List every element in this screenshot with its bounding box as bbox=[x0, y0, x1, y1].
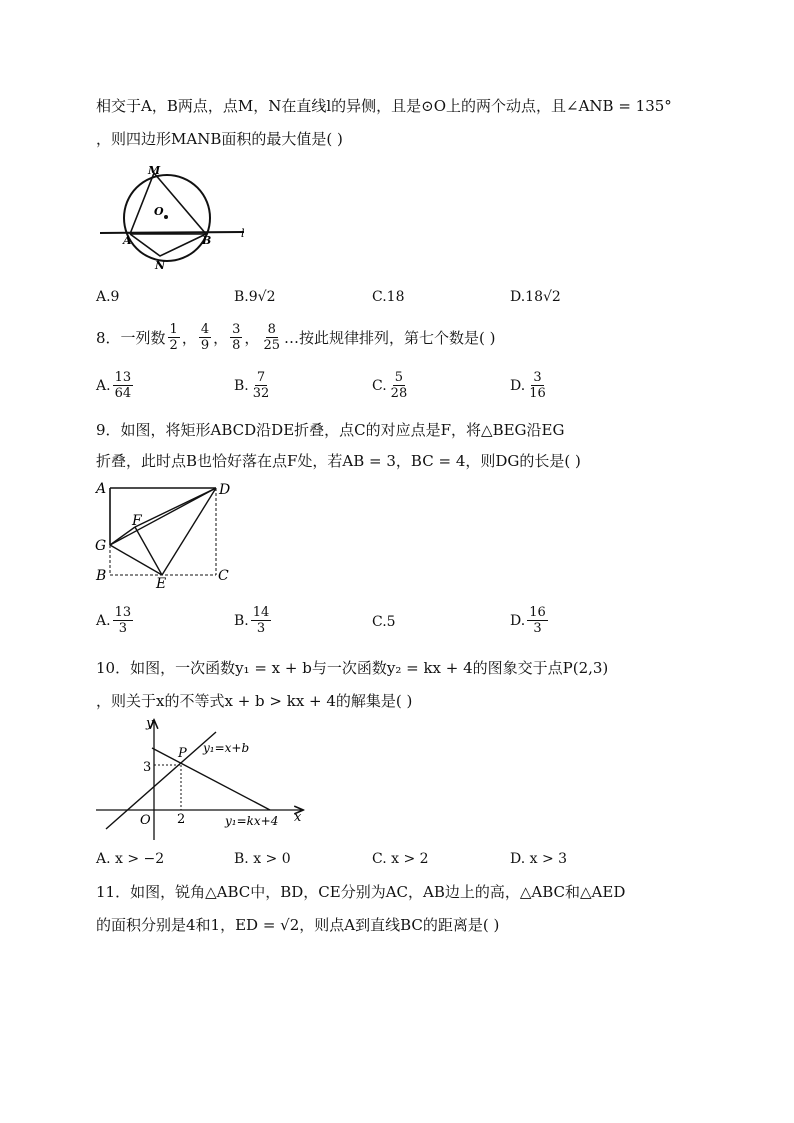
q10-option-a: A. x > −2 bbox=[96, 851, 165, 867]
q9-text-line2: 折叠，此时点B也恰好落在点F处，若AB = 3，BC = 4，则DG的长是( ) bbox=[96, 452, 581, 470]
q9-option-b: B. $\frac{14}{3}$ bbox=[234, 605, 270, 636]
q8-fraction: $\frac{8}{25}$ bbox=[263, 322, 280, 353]
q10-graph-figure bbox=[92, 715, 307, 840]
q7-label-l: l bbox=[241, 227, 245, 240]
q10-label-x: x bbox=[294, 810, 302, 825]
q10-option-b: B. x > 0 bbox=[234, 851, 291, 867]
q10-label-origin: O bbox=[140, 813, 151, 828]
q10-text-line2: ，则关于x的不等式x + b > kx + 4的解集是( ) bbox=[96, 692, 413, 710]
q8-text: 8．一列数 $\frac{1}{2}$ ， $\frac{4}{9}$ ， $\frac{3}{8}$ ， $\frac{8}{25}$ …按此规律排列，第七个数是( ) bbox=[96, 322, 496, 353]
q8-fraction: $\frac{1}{2}$ bbox=[169, 322, 178, 353]
q11-text-line2: 的面积分别是4和1，ED = √2，则点A到直线BC的距离是( ) bbox=[96, 916, 500, 934]
q7-option-c: C.18 bbox=[372, 289, 405, 305]
q8-option-c: C. $\frac{5}{28}$ bbox=[372, 370, 408, 401]
q7-option-b: B.9√2 bbox=[234, 289, 276, 305]
q8-option-d: D. $\frac{3}{16}$ bbox=[510, 370, 546, 401]
q7-label-b: B bbox=[202, 234, 212, 247]
q8-fraction: $\frac{4}{9}$ bbox=[200, 322, 210, 353]
q9-label-g: G bbox=[95, 538, 107, 554]
q9-text-line1: 9．如图，将矩形ABCD沿DE折叠，点C的对应点是F，将△BEG沿EG bbox=[96, 421, 565, 439]
q7-label-n: N bbox=[155, 259, 166, 272]
q8-option-b: B. $\frac{7}{32}$ bbox=[234, 370, 270, 401]
q9-rectangle-figure bbox=[92, 478, 242, 593]
q10-label-line2: y₁=kx+4 bbox=[225, 814, 279, 828]
q10-text-line1: 10．如图，一次函数y₁ = x + b与一次函数y₂ = kx + 4的图象交于点P(2,3) bbox=[96, 659, 609, 677]
q7-text-line1: 相交于A，B两点，点M，N在直线l的异侧，且是⊙O上的两个动点，且∠ANB = 135° bbox=[96, 97, 672, 115]
q7-label-o: O bbox=[154, 205, 164, 218]
q10-label-2: 2 bbox=[177, 812, 186, 827]
q8-suffix: …按此规律排列，第七个数是( ) bbox=[283, 328, 496, 347]
q9-label-e: E bbox=[156, 576, 167, 592]
q7-label-m: M bbox=[148, 164, 161, 177]
q10-option-d: D. x > 3 bbox=[510, 851, 568, 867]
q9-label-c: C bbox=[218, 568, 229, 584]
q10-label-3: 3 bbox=[143, 760, 152, 775]
q8-fraction: $\frac{3}{8}$ bbox=[232, 322, 241, 353]
q9-label-f: F bbox=[132, 513, 142, 529]
q9-option-c: C.5 bbox=[372, 614, 396, 630]
q10-label-p: P bbox=[178, 746, 187, 761]
q9-label-d: D bbox=[219, 482, 231, 498]
q11-text-line1: 11．如图，锐角△ABC中，BD，CE分别为AC，AB边上的高，△ABC和△AED bbox=[96, 883, 626, 901]
q8-prefix: 8．一列数 bbox=[96, 328, 166, 347]
q10-option-c: C. x > 2 bbox=[372, 851, 429, 867]
q7-text-line2: ，则四边形MANB面积的最大值是( ) bbox=[96, 130, 343, 148]
q9-label-a: A bbox=[96, 481, 107, 497]
q7-circle-figure bbox=[96, 160, 256, 275]
q10-label-line1: y₁=x+b bbox=[203, 741, 250, 755]
q10-label-y: y bbox=[146, 716, 154, 731]
q9-option-a: A. $\frac{13}{3}$ bbox=[96, 605, 132, 636]
q7-label-a: A bbox=[123, 234, 132, 247]
q9-option-d: D. $\frac{16}{3}$ bbox=[510, 605, 546, 636]
q8-option-a: A. $\frac{13}{64}$ bbox=[96, 370, 132, 401]
q9-label-b: B bbox=[96, 568, 107, 584]
q7-option-a: A.9 bbox=[96, 289, 120, 305]
q7-option-d: D.18√2 bbox=[510, 289, 561, 305]
